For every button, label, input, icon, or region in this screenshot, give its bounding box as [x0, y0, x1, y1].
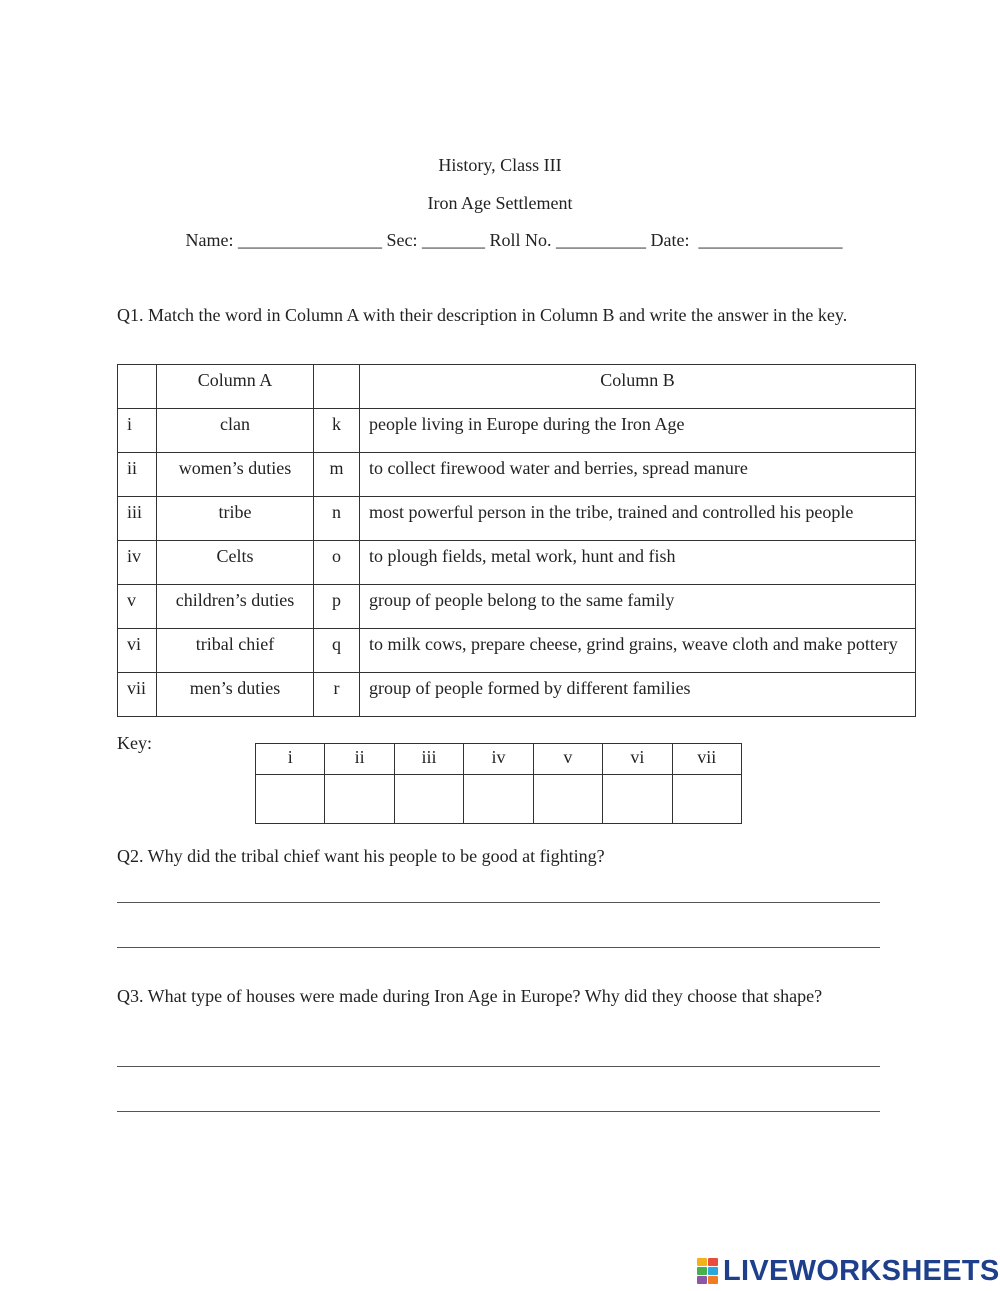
table-row [118, 497, 916, 541]
column-b-description: to plough fields, metal work, hunt and fish [360, 541, 916, 585]
key-answer-cell[interactable] [325, 775, 394, 824]
liveworksheets-logo-text: LIVEWORKSHEETS [723, 1254, 1000, 1287]
column-b-description: to milk cows, prepare cheese, grind grains, weave cloth and make pottery [360, 629, 916, 673]
column-b-description: to collect firewood water and berries, spread manure [360, 453, 916, 497]
column-a-word: women’s duties [157, 453, 314, 497]
key-label: Key: [117, 733, 152, 753]
key-answer-cell[interactable] [394, 775, 463, 824]
table-row [118, 541, 916, 585]
column-b-header: Column B [360, 365, 916, 409]
matching-table-header-row [118, 365, 916, 409]
question-1-text: Q1. Match the word in Column A with their description in Column B and write the answer in the key. [117, 305, 848, 325]
column-b-letter: p [314, 585, 360, 629]
table-row [118, 409, 916, 453]
column-b-description: group of people formed by different families [360, 673, 916, 717]
column-b-description: group of people belong to the same family [360, 585, 916, 629]
column-a-word: men’s duties [157, 673, 314, 717]
q3-answer-line-1[interactable] [117, 1066, 880, 1067]
row-number: ii [118, 453, 157, 497]
column-b-letter: o [314, 541, 360, 585]
key-answer-row [256, 775, 742, 824]
key-header-cell: iv [464, 744, 533, 775]
row-number: iv [118, 541, 157, 585]
worksheet-topic: Iron Age Settlement [427, 193, 573, 213]
column-b-description: people living in Europe during the Iron Age [360, 409, 916, 453]
column-b-letter: q [314, 629, 360, 673]
question-2-text: Q2. Why did the tribal chief want his people to be good at fighting? [117, 846, 605, 866]
key-answer-cell[interactable] [533, 775, 602, 824]
key-header-cell: i [256, 744, 325, 775]
key-header-cell: v [533, 744, 602, 775]
column-a-word: tribal chief [157, 629, 314, 673]
row-number: vi [118, 629, 157, 673]
table-row [118, 585, 916, 629]
header-blank-cell [118, 365, 157, 409]
q3-answer-line-2[interactable] [117, 1111, 880, 1112]
key-answer-cell[interactable] [256, 775, 325, 824]
student-info-line: Name: ________________ Sec: _______ Roll No. __________ Date: ________________ [185, 230, 843, 250]
key-header-cell: ii [325, 744, 394, 775]
table-row [118, 629, 916, 673]
column-b-letter: n [314, 497, 360, 541]
q2-answer-line-1[interactable] [117, 902, 880, 903]
key-answer-cell[interactable] [672, 775, 741, 824]
column-b-letter: m [314, 453, 360, 497]
column-a-word: Celts [157, 541, 314, 585]
liveworksheets-logo-icon [697, 1258, 719, 1284]
column-a-word: tribe [157, 497, 314, 541]
liveworksheets-logo [697, 1256, 1000, 1286]
key-header-cell: vi [603, 744, 672, 775]
worksheet-subject: History, Class III [438, 155, 562, 175]
matching-table [117, 364, 916, 717]
row-number: vii [118, 673, 157, 717]
column-a-word: clan [157, 409, 314, 453]
answer-key-table [255, 743, 742, 824]
table-row [118, 673, 916, 717]
column-b-letter: r [314, 673, 360, 717]
key-header-cell: iii [394, 744, 463, 775]
column-b-letter: k [314, 409, 360, 453]
row-number: iii [118, 497, 157, 541]
key-header-row [256, 744, 742, 775]
table-row [118, 453, 916, 497]
row-number: i [118, 409, 157, 453]
column-b-description: most powerful person in the tribe, trained and controlled his people [360, 497, 916, 541]
key-header-cell: vii [672, 744, 741, 775]
column-a-header: Column A [157, 365, 314, 409]
q2-answer-line-2[interactable] [117, 947, 880, 948]
question-3-text: Q3. What type of houses were made during Iron Age in Europe? Why did they choose that shape? [117, 986, 823, 1006]
key-answer-cell[interactable] [464, 775, 533, 824]
key-answer-cell[interactable] [603, 775, 672, 824]
column-a-word: children’s duties [157, 585, 314, 629]
header-blank-cell [314, 365, 360, 409]
row-number: v [118, 585, 157, 629]
